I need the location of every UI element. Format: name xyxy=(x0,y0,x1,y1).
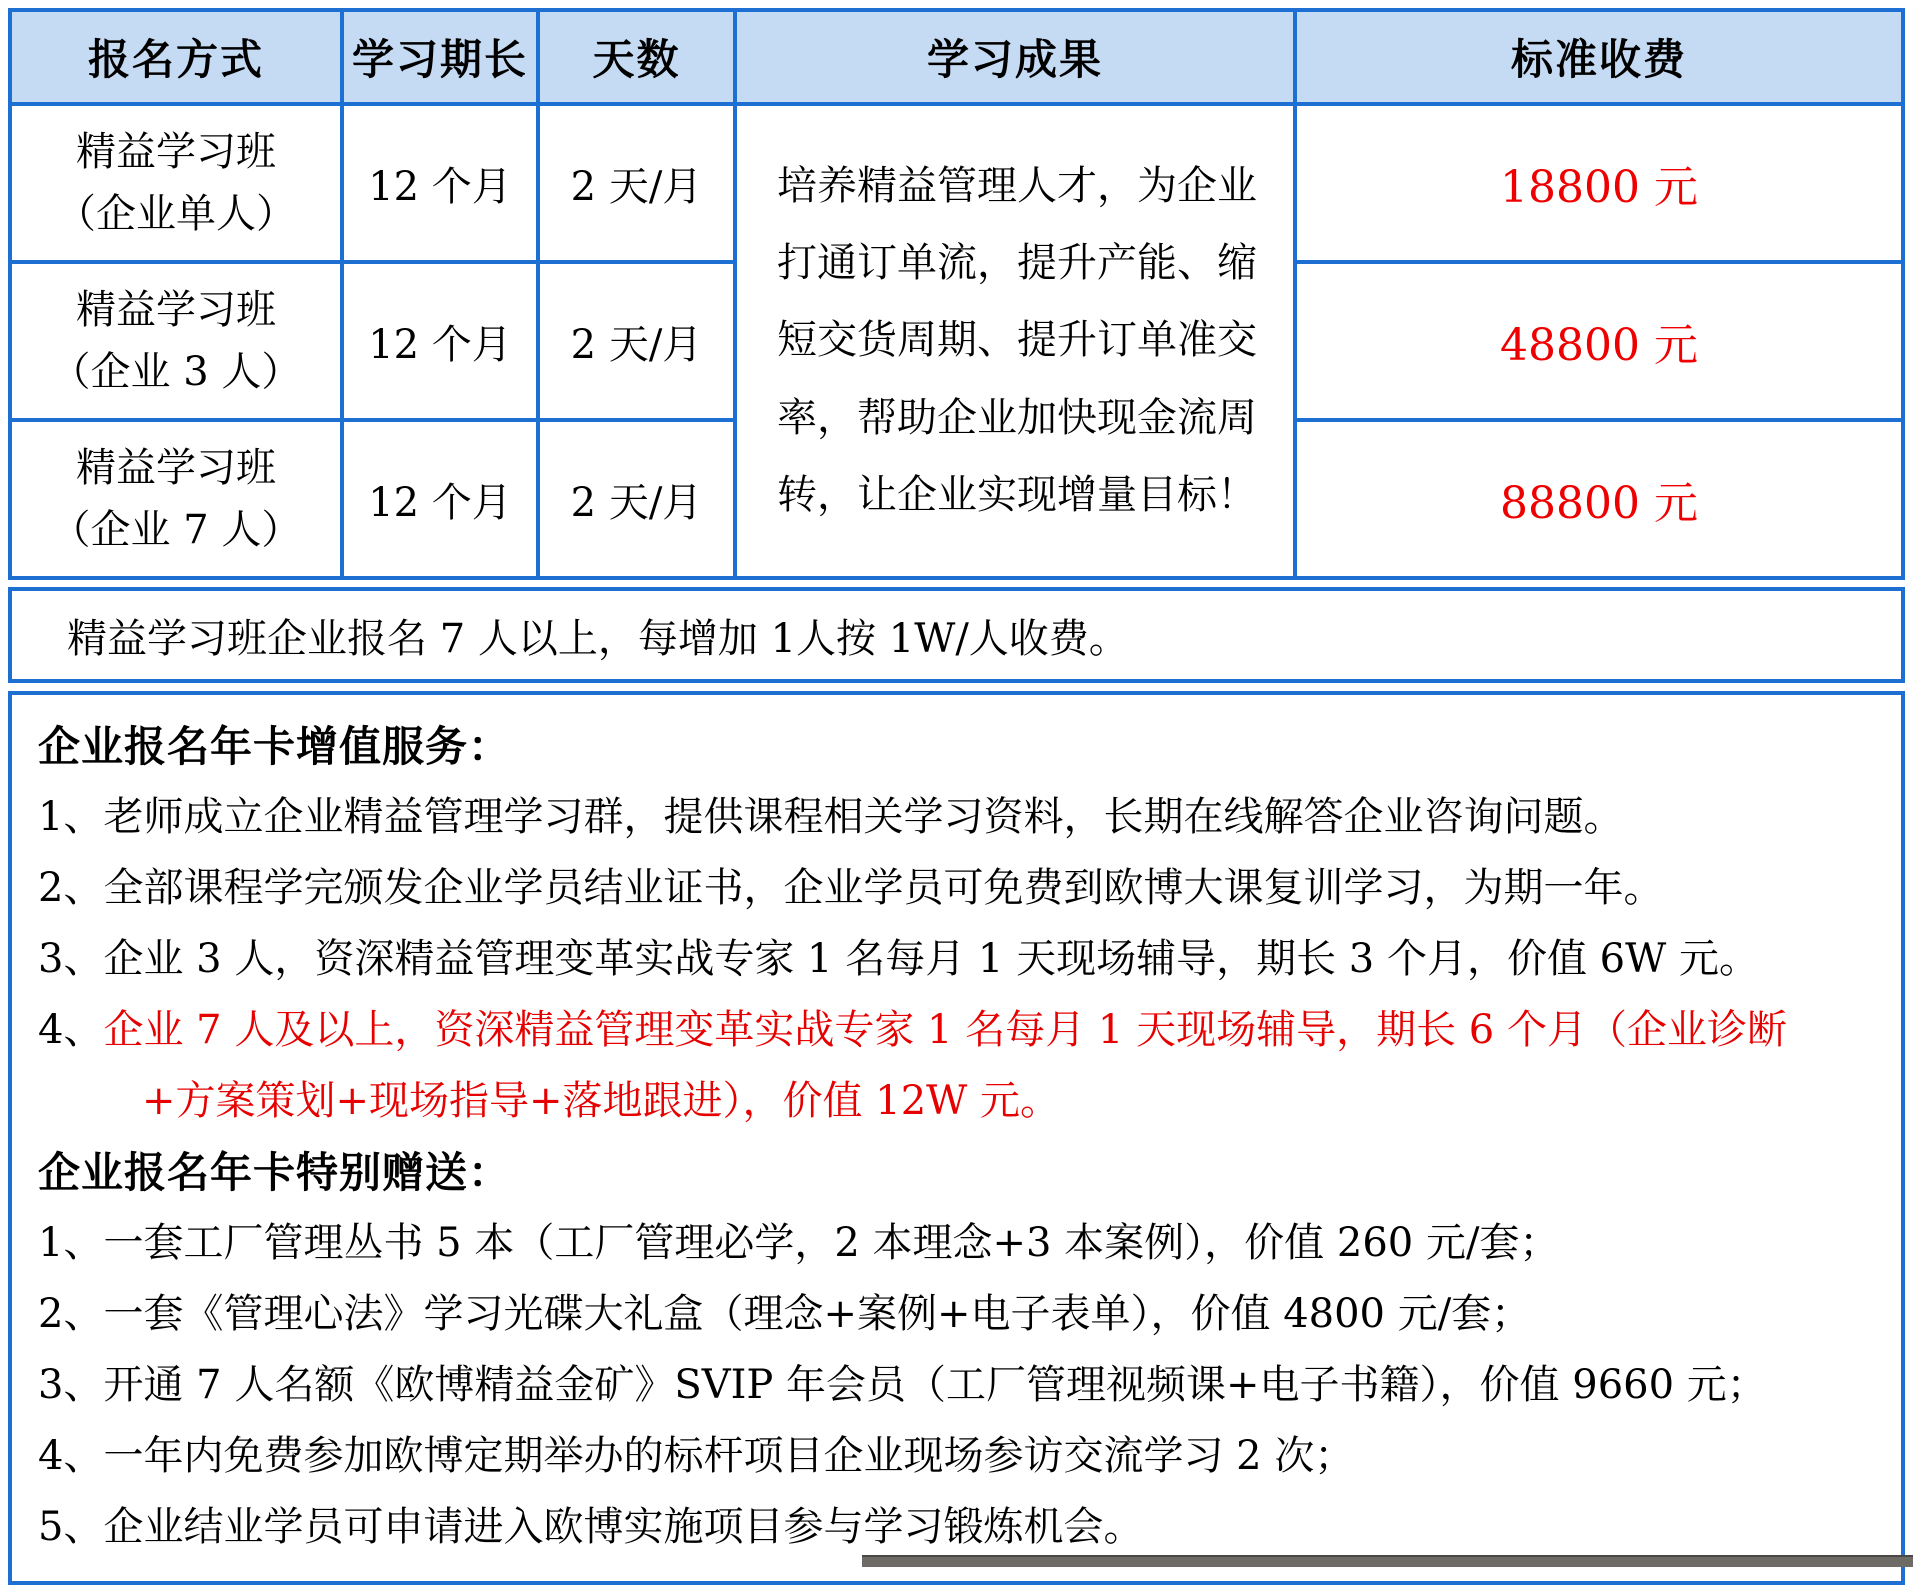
services-and-gifts-box xyxy=(8,691,1905,1585)
outcome-cell: 培养精益管理人才，为企业打通订单流，提升产能、缩短交货周期、提升订单准交率，帮助企业加快现金流周转，让企业实现增量目标！ xyxy=(735,104,1295,578)
services-item-2: 2、全部课程学完颁发企业学员结业证书，企业学员可免费到欧博大课复训学习，为期一年。 xyxy=(38,865,1664,911)
gifts-item-4: 4、一年内免费参加欧博定期举办的标杆项目企业现场参访交流学习 2 次； xyxy=(38,1433,1355,1479)
days-cell: 2 天/月 xyxy=(538,262,735,420)
course-name-line2: （企业 7 人） xyxy=(50,507,302,553)
services-item-4 xyxy=(38,995,1881,1066)
price-cell: 18800 元 xyxy=(1295,104,1903,262)
gifts-item-1: 1、一套工厂管理丛书 5 本（工厂管理必学，2 本理念+3 本案例），价值 260 元/套； xyxy=(38,1220,1560,1266)
gifts-item-5: 5、企业结业学员可申请进入欧博实施项目参与学习锻炼机会。 xyxy=(38,1504,1144,1550)
table-row xyxy=(10,104,1903,262)
header-standard-fee: 标准收费 xyxy=(1295,10,1903,104)
duration-cell: 12 个月 xyxy=(342,262,538,420)
extra-person-note: 精益学习班企业报名 7 人以上，每增加 1人按 1W/人收费。 xyxy=(8,587,1905,683)
course-name-cell xyxy=(10,104,342,262)
course-name-line1: 精益学习班 xyxy=(76,445,276,491)
services-item-1: 1、老师成立企业精益管理学习群，提供课程相关学习资料，长期在线解答企业咨询问题。 xyxy=(38,794,1624,840)
cropped-next-element-edge xyxy=(862,1555,1913,1567)
header-signup-method: 报名方式 xyxy=(10,10,342,104)
services-item-4-number: 4、 xyxy=(38,1007,104,1053)
gifts-item-3: 3、开通 7 人名额《欧博精益金矿》SVIP 年会员（工厂管理视频课+电子书籍），价值 9660 元； xyxy=(38,1362,1767,1408)
content-wrap xyxy=(8,8,1905,1585)
services-item-4-continuation: +方案策划+现场指导+落地跟进），价值 12W 元。 xyxy=(142,1078,1060,1124)
course-name-line2: （企业 3 人） xyxy=(50,349,302,395)
duration-cell: 12 个月 xyxy=(342,104,538,262)
services-item-3: 3、企业 3 人，资深精益管理变革实战专家 1 名每月 1 天现场辅导，期长 3 个月，价值 6W 元。 xyxy=(38,936,1759,982)
price-cell: 48800 元 xyxy=(1295,262,1903,420)
gifts-item-2: 2、一套《管理心法》学习光碟大礼盒（理念+案例+电子表单），价值 4800 元/套； xyxy=(38,1291,1532,1337)
course-name-line1: 精益学习班 xyxy=(76,129,276,175)
course-name-cell xyxy=(10,420,342,578)
course-name-line2: （企业单人） xyxy=(56,191,296,237)
price-cell: 88800 元 xyxy=(1295,420,1903,578)
services-heading: 企业报名年卡增值服务： xyxy=(38,722,512,771)
header-study-duration: 学习期长 xyxy=(342,10,538,104)
duration-cell: 12 个月 xyxy=(342,420,538,578)
course-name-cell xyxy=(10,262,342,420)
services-item-4-red-text: 企业 7 人及以上，资深精益管理变革实战专家 1 名每月 1 天现场辅导，期长 6 个月（企业诊断 xyxy=(103,1007,1787,1053)
pricing-table xyxy=(8,8,1905,580)
table-header-row xyxy=(10,10,1903,104)
days-cell: 2 天/月 xyxy=(538,420,735,578)
header-days: 天数 xyxy=(538,10,735,104)
days-cell: 2 天/月 xyxy=(538,104,735,262)
header-learning-outcome: 学习成果 xyxy=(735,10,1295,104)
course-name-line1: 精益学习班 xyxy=(76,287,276,333)
gifts-heading: 企业报名年卡特别赠送： xyxy=(38,1148,512,1197)
